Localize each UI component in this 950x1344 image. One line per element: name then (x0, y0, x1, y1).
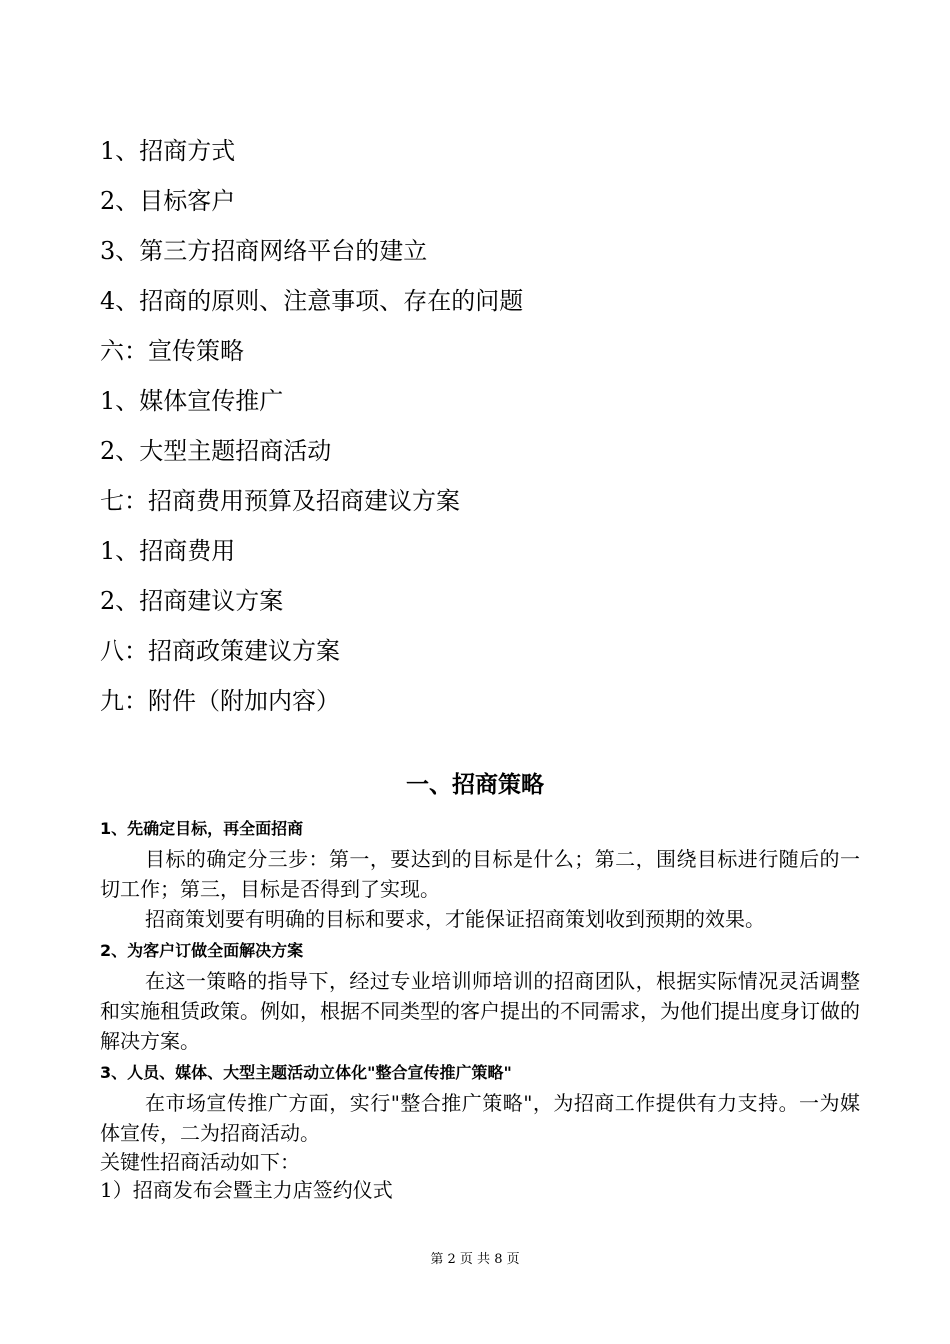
subsection-heading: 3、人员、媒体、大型主题活动立体化"整合宣传推广策略" (100, 1063, 512, 1082)
toc-heading: 七：招商费用预算及招商建议方案 (100, 487, 460, 515)
toc-item: 1、招商费用 (100, 537, 236, 565)
toc-item: 2、目标客户 (100, 187, 236, 215)
toc-item: 4、招商的原则、注意事项、存在的问题 (100, 287, 524, 315)
page-footer: 第 2 页 共 8 页 (430, 1252, 520, 1267)
toc-heading: 六：宣传策略 (100, 337, 244, 365)
paragraph: 在市场宣传推广方面，实行"整合推广策略"，为招商工作提供有力支持。一为媒体宣传，二为招商活动。 (100, 1091, 860, 1145)
toc-item: 2、大型主题招商活动 (100, 437, 332, 465)
paragraph: 在这一策略的指导下，经过专业培训师培训的招商团队，根据实际情况灵活调整和实施租赁政策。例如，根据不同类型的客户提出的不同需求，为他们提出度身订做的解决方案。 (100, 969, 860, 1053)
toc-item: 3、第三方招商网络平台的建立 (100, 237, 428, 265)
toc-item: 1、招商方式 (100, 137, 236, 165)
subsection-heading: 2、为客户订做全面解决方案 (100, 941, 304, 960)
table-of-contents (100, 126, 523, 726)
section-title: 一、招商策略 (406, 772, 544, 798)
toc-item: 1、媒体宣传推广 (100, 387, 284, 415)
section-body (100, 812, 860, 1204)
paragraph: 招商策划要有明确的目标和要求，才能保证招商策划收到预期的效果。 (145, 907, 765, 931)
subsection-heading: 1、先确定目标，再全面招商 (100, 819, 304, 838)
toc-heading: 九：附件（附加内容） (100, 687, 340, 715)
activity-item: 1）招商发布会暨主力店签约仪式 (100, 1178, 393, 1202)
toc-heading: 八：招商政策建议方案 (100, 637, 340, 665)
toc-item: 2、招商建议方案 (100, 587, 284, 615)
paragraph: 目标的确定分三步：第一，要达到的目标是什么；第二，围绕目标进行随后的一切工作；第三，目标是否得到了实现。 (100, 847, 860, 901)
key-activities-label: 关键性招商活动如下： (100, 1150, 300, 1174)
